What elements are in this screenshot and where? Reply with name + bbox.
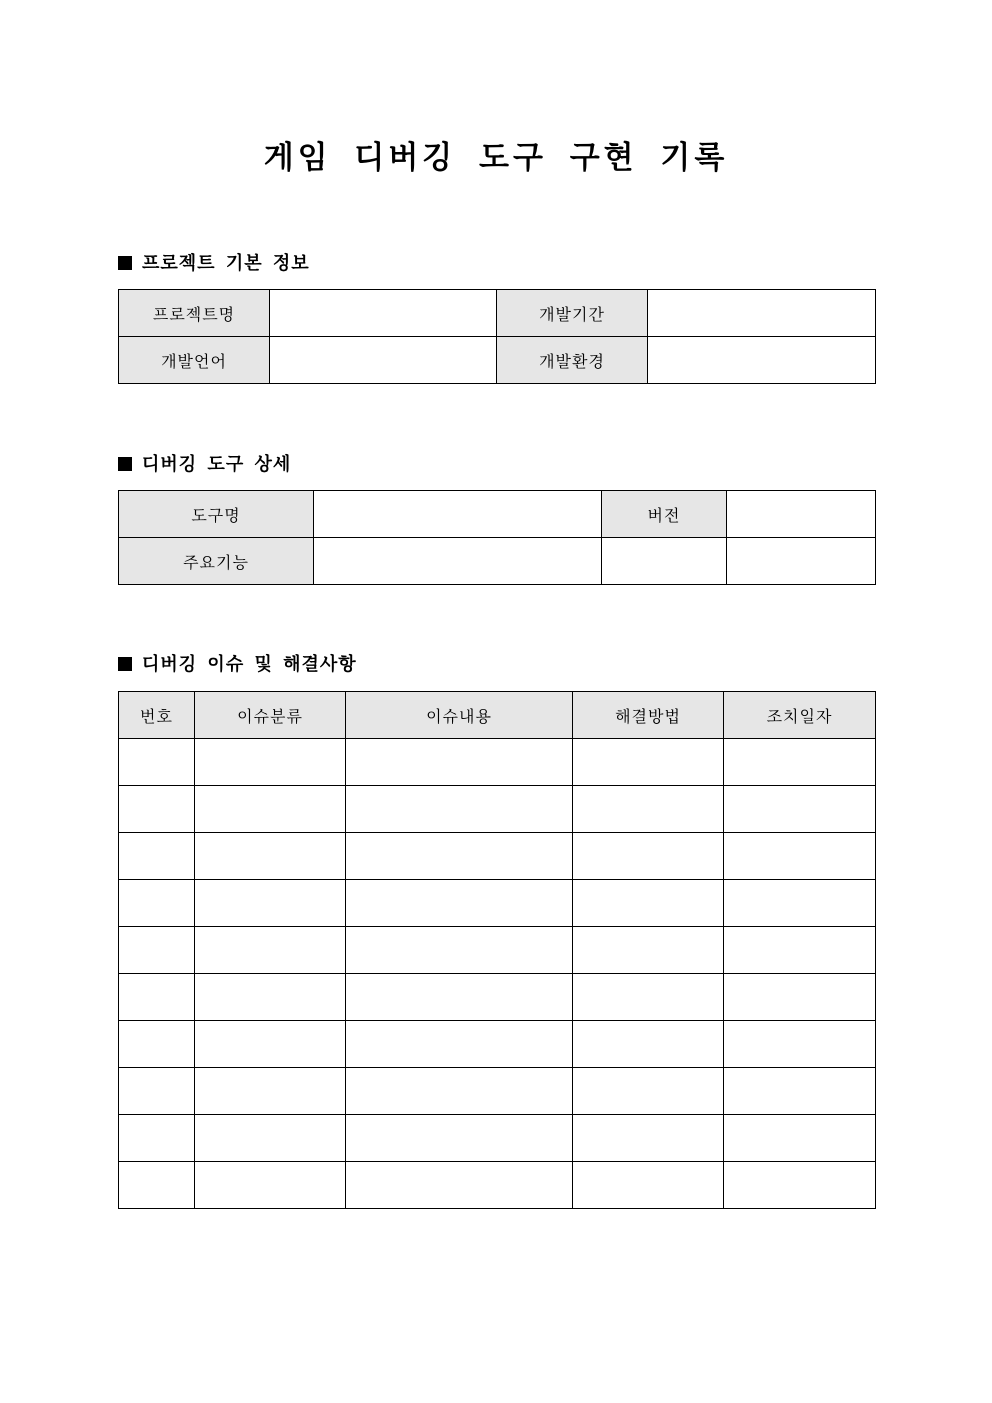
dev-language-field[interactable]: [270, 337, 497, 384]
cell-action-date[interactable]: [724, 974, 876, 1021]
cell-resolution[interactable]: [573, 786, 724, 833]
column-header-number: 번호: [119, 692, 195, 739]
cell-issue-content[interactable]: [346, 880, 573, 927]
main-features-field[interactable]: [314, 538, 602, 585]
cell-issue-content[interactable]: [346, 1115, 573, 1162]
cell-resolution[interactable]: [573, 1068, 724, 1115]
cell-number[interactable]: [119, 1162, 195, 1209]
cell-number[interactable]: [119, 880, 195, 927]
version-label: 버전: [602, 491, 727, 538]
table-row: [119, 337, 876, 384]
document-title: 게임 디버깅 도구 구현 기록: [263, 140, 729, 176]
dev-language-label: 개발언어: [119, 337, 270, 384]
square-bullet-icon: [118, 457, 132, 471]
dev-period-label: 개발기간: [497, 290, 648, 337]
cell-action-date[interactable]: [724, 1068, 876, 1115]
tool-details-table: [118, 490, 876, 585]
table-row: [119, 538, 876, 585]
cell-issue-category[interactable]: [195, 739, 346, 786]
cell-issue-category[interactable]: [195, 1162, 346, 1209]
empty-cell[interactable]: [602, 538, 727, 585]
project-name-label: 프로젝트명: [119, 290, 270, 337]
cell-number[interactable]: [119, 786, 195, 833]
table-row: [119, 491, 876, 538]
cell-action-date[interactable]: [724, 1162, 876, 1209]
column-header-action-date: 조치일자: [724, 692, 876, 739]
cell-action-date[interactable]: [724, 786, 876, 833]
empty-cell[interactable]: [727, 538, 876, 585]
section-heading-tool-details: [118, 453, 291, 477]
cell-issue-content[interactable]: [346, 1021, 573, 1068]
section-heading-label: 프로젝트 기본 정보: [142, 253, 310, 274]
cell-issue-content[interactable]: [346, 1068, 573, 1115]
cell-number[interactable]: [119, 974, 195, 1021]
cell-resolution[interactable]: [573, 833, 724, 880]
table-row: [119, 1162, 876, 1209]
cell-issue-category[interactable]: [195, 974, 346, 1021]
basic-info-table: [118, 289, 876, 384]
tool-name-label: 도구명: [119, 491, 314, 538]
cell-number[interactable]: [119, 1021, 195, 1068]
square-bullet-icon: [118, 657, 132, 671]
cell-issue-content[interactable]: [346, 974, 573, 1021]
cell-action-date[interactable]: [724, 739, 876, 786]
cell-action-date[interactable]: [724, 833, 876, 880]
cell-number[interactable]: [119, 1068, 195, 1115]
cell-number[interactable]: [119, 1115, 195, 1162]
main-features-label: 주요기능: [119, 538, 314, 585]
table-row: [119, 927, 876, 974]
table-row: [119, 786, 876, 833]
project-name-field[interactable]: [270, 290, 497, 337]
cell-resolution[interactable]: [573, 927, 724, 974]
cell-action-date[interactable]: [724, 880, 876, 927]
column-header-issue-content: 이슈내용: [346, 692, 573, 739]
square-bullet-icon: [118, 256, 132, 270]
table-header-row: [119, 692, 876, 739]
version-field[interactable]: [727, 491, 876, 538]
dev-environment-label: 개발환경: [497, 337, 648, 384]
column-header-issue-category: 이슈분류: [195, 692, 346, 739]
table-row: [119, 974, 876, 1021]
table-row: [119, 739, 876, 786]
cell-action-date[interactable]: [724, 1021, 876, 1068]
cell-issue-content[interactable]: [346, 1162, 573, 1209]
cell-issue-content[interactable]: [346, 739, 573, 786]
cell-issue-content[interactable]: [346, 927, 573, 974]
cell-issue-category[interactable]: [195, 1068, 346, 1115]
cell-action-date[interactable]: [724, 1115, 876, 1162]
cell-resolution[interactable]: [573, 880, 724, 927]
cell-issue-category[interactable]: [195, 833, 346, 880]
cell-issue-category[interactable]: [195, 786, 346, 833]
cell-issue-category[interactable]: [195, 927, 346, 974]
cell-resolution[interactable]: [573, 1021, 724, 1068]
cell-resolution[interactable]: [573, 1115, 724, 1162]
cell-issue-content[interactable]: [346, 833, 573, 880]
table-row: [119, 880, 876, 927]
table-row: [119, 1068, 876, 1115]
cell-issue-category[interactable]: [195, 880, 346, 927]
cell-resolution[interactable]: [573, 974, 724, 1021]
cell-issue-content[interactable]: [346, 786, 573, 833]
tool-name-field[interactable]: [314, 491, 602, 538]
cell-number[interactable]: [119, 739, 195, 786]
column-header-resolution: 해결방법: [573, 692, 724, 739]
dev-environment-field[interactable]: [648, 337, 876, 384]
issues-table: [118, 691, 876, 1209]
cell-issue-category[interactable]: [195, 1021, 346, 1068]
cell-resolution[interactable]: [573, 1162, 724, 1209]
cell-number[interactable]: [119, 833, 195, 880]
table-row: [119, 1115, 876, 1162]
cell-resolution[interactable]: [573, 739, 724, 786]
section-heading-label: 디버깅 이슈 및 해결사항: [142, 654, 357, 675]
section-heading-label: 디버깅 도구 상세: [142, 454, 292, 475]
table-row: [119, 833, 876, 880]
cell-action-date[interactable]: [724, 927, 876, 974]
cell-issue-category[interactable]: [195, 1115, 346, 1162]
dev-period-field[interactable]: [648, 290, 876, 337]
table-row: [119, 290, 876, 337]
cell-number[interactable]: [119, 927, 195, 974]
table-row: [119, 1021, 876, 1068]
section-heading-basic-info: [118, 252, 310, 276]
section-heading-issues: [118, 653, 357, 677]
